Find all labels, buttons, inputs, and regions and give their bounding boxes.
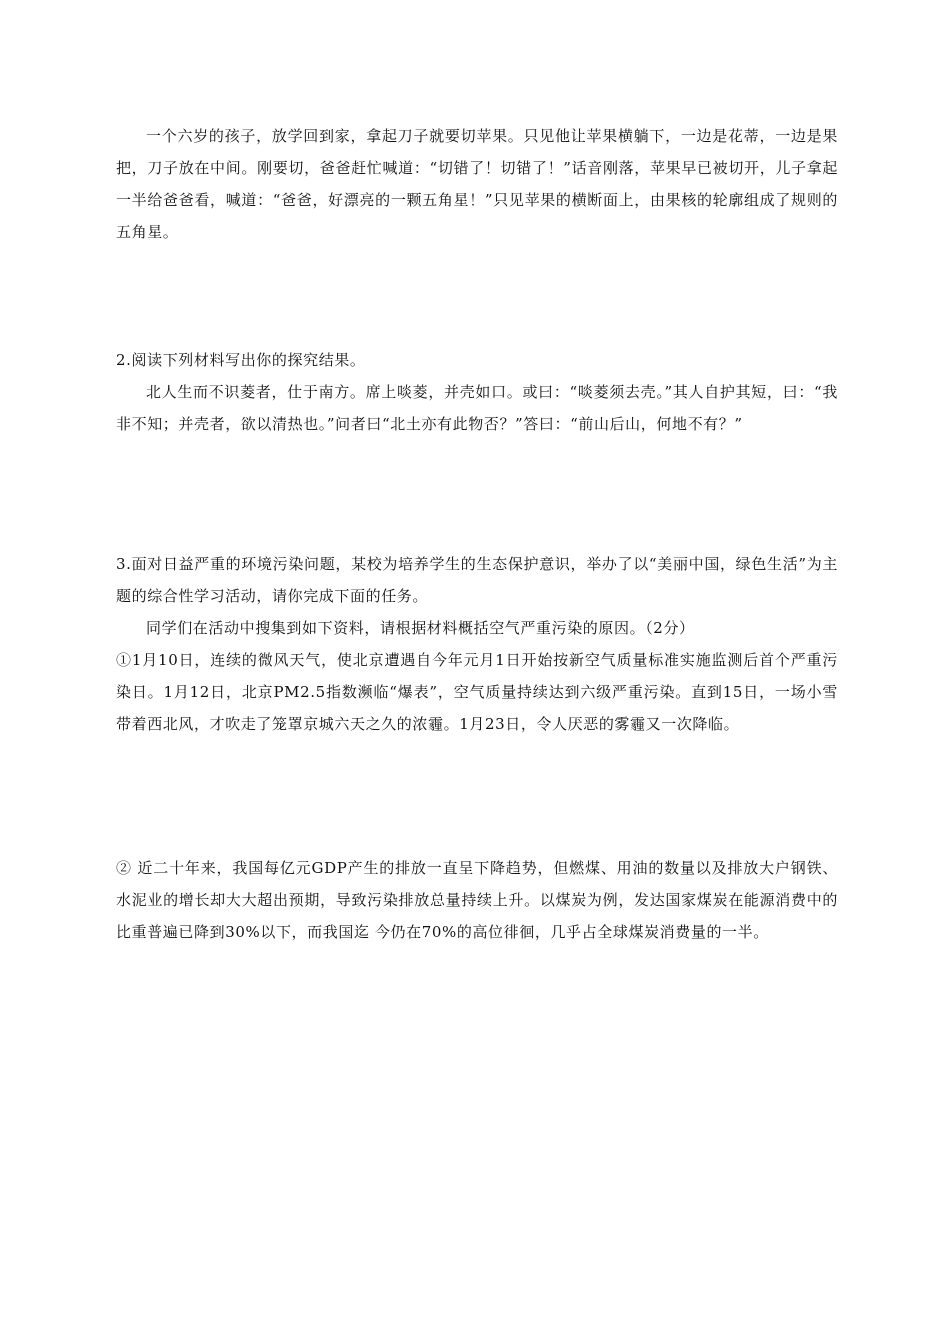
material-1-section <box>116 644 838 740</box>
question-2-passage: 北人生而不识菱者，仕于南方。席上啖菱，并壳如口。或曰：“啖菱须去壳。”其人自护其短，曰：“我非不知；并壳者，欲以清热也。”问者曰“北土亦有此物否？”答曰：“前山后山，何地不有？” <box>116 383 838 433</box>
question-2-heading: 2.阅读下列材料写出你的探究结果。 <box>116 351 366 369</box>
material-2-section <box>116 852 838 948</box>
question-3-section <box>116 548 838 644</box>
apple-story-section <box>116 120 838 248</box>
apple-story-paragraph: 一个六岁的孩子，放学回到家，拿起刀子就要切苹果。只见他让苹果横躺下，一边是花蒂，一边是果把，刀子放在中间。刚要切，爸爸赶忙喊道：“切错了！切错了！”话音刚落，苹果早已被切开，儿子拿起一半给爸爸看，喊道：“爸爸，好漂亮的一颗五角星！”只见苹果的横断面上，由果核的轮廓组成了规则的五角星。 <box>116 127 838 241</box>
question-3-prompt: 同学们在活动中搜集到如下资料，请根据材料概括空气严重污染的原因。（2分） <box>146 619 695 637</box>
question-3-heading: 3.面对日益严重的环境污染问题，某校为培养学生的生态保护意识，举办了以“美丽中国，绿色生活”为主题的综合性学习活动，请你完成下面的任务。 <box>116 555 838 605</box>
material-2-paragraph: ② 近二十年来，我国每亿元GDP产生的排放一直呈下降趋势，但燃煤、用油的数量以及排放大户钢铁、水泥业的增长却大大超出预期，导致污染排放总量持续上升。以煤炭为例，发达国家煤炭在能源消费中的比重普遍已降到30%以下，而我国迄 今仍在70%的高位徘徊，几乎占全球煤炭消费量的一半。 <box>116 859 838 941</box>
material-1-paragraph: ①1月10日，连续的微风天气，使北京遭遇自今年元月1日开始按新空气质量标准实施监测后首个严重污染日。1月12日，北京PM2.5指数濒临“爆表”，空气质量持续达到六级严重污染。直到15日，一场小雪带着西北风，才吹走了笼罩京城六天之久的浓霾。1月23日，令人厌恶的雾霾又一次降临。 <box>116 651 838 733</box>
question-2-section <box>116 344 838 440</box>
